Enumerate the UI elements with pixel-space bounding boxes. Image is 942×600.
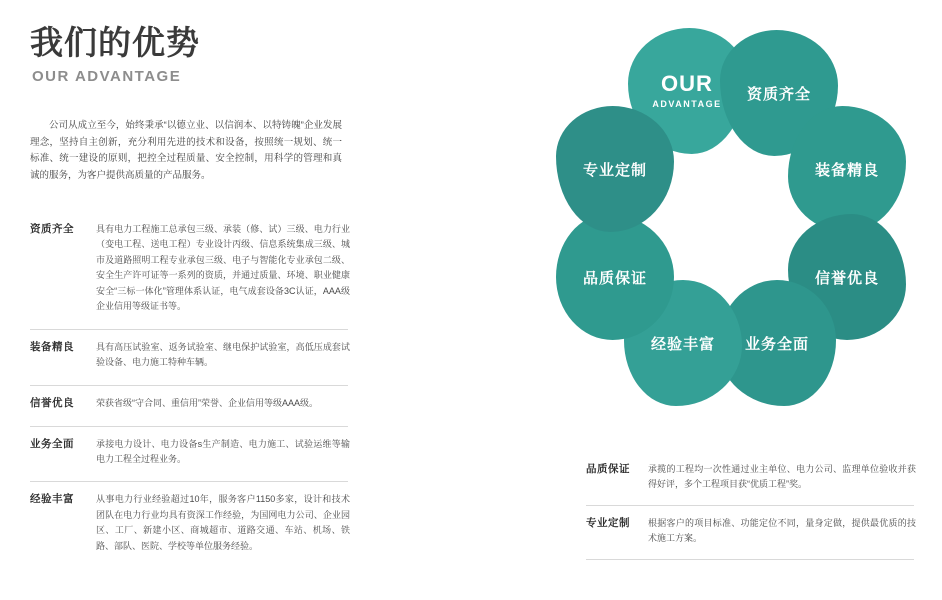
flower-petal-customization <box>556 106 674 232</box>
divider <box>30 481 348 482</box>
intro-paragraph: 公司从成立至今，始终秉承“以德立业、以信润本、以特铸魄”企业发展理念，坚持自主创新，充分利用先进的技术和设备，按照统一规划、统一标准、统一建设的原则，把控全过程质量、安全控制，用科学的管理和真诚的服务，为客户提供高质量的产品服务。 <box>30 120 342 181</box>
advantage-label: 品质保证 <box>586 463 630 475</box>
center-subtitle: ADVANTAGE <box>652 98 722 109</box>
advantage-text: 承揽的工程均一次性通过业主单位、电力公司、监理单位验收并获得好评，多个工程项目获“优质工程”奖。 <box>648 464 916 490</box>
divider <box>586 505 914 506</box>
flower-petal-quality <box>556 214 674 340</box>
list-item <box>30 396 350 412</box>
divider <box>30 385 348 386</box>
petal-label: 业务全面 <box>744 335 809 353</box>
advantage-label: 装备精良 <box>30 340 74 353</box>
advantage-text: 从事电力行业经验超过10年，服务客户1150多家，设计和技术团队在电力行业均具有资深工作经验，为国网电力公司、企业园区、工厂、新建小区、商城超市、道路交通、车站、机场、铁路、部队、医院、学校等单位服务经验。 <box>96 494 350 551</box>
advantage-text: 承接电力设计、电力设备s生产制造、电力施工、试验运维等输电力工程全过程业务。 <box>96 438 350 464</box>
title-english: OUR ADVANTAGE <box>32 67 182 85</box>
page-title <box>30 24 370 85</box>
petal-label: 经验丰富 <box>650 335 715 353</box>
title-chinese: 我们的优势 <box>30 24 200 61</box>
list-item <box>30 222 350 315</box>
list-item <box>586 516 916 547</box>
list-item <box>30 437 350 468</box>
advantage-text: 具有高压试验室、返务试验室、继电保护试验室，高低压成套试验设备、电力施工特种车辆。 <box>96 341 350 368</box>
advantage-label: 专业定制 <box>586 516 630 529</box>
petal-label: 资质齐全 <box>746 85 811 103</box>
advantage-list-right <box>586 462 916 570</box>
advantage-flower-diagram <box>530 8 930 398</box>
advantage-label: 信誉优良 <box>30 396 74 409</box>
list-item <box>586 462 916 493</box>
advantage-label: 资质齐全 <box>30 223 74 235</box>
petal-label: 专业定制 <box>582 161 647 179</box>
list-item <box>30 492 350 554</box>
advantage-text: 荣获省级“守合同、重信用”荣誉、企业信用等级AAA级。 <box>96 397 319 408</box>
divider <box>30 426 348 427</box>
advantage-list-left <box>30 222 350 554</box>
flower-petal-equipment <box>788 106 906 232</box>
petal-label: 品质保证 <box>582 269 647 287</box>
petal-label: 信誉优良 <box>814 269 879 287</box>
list-item <box>30 340 350 371</box>
advantage-label: 经验丰富 <box>30 493 74 506</box>
center-title: OUR <box>661 71 713 97</box>
petal-label: 装备精良 <box>814 161 879 179</box>
divider <box>30 329 348 330</box>
advantage-label: 业务全面 <box>30 437 74 450</box>
advantage-text: 根据客户的项目标准、功能定位不同，量身定做，提供最优质的技术施工方案。 <box>648 517 916 544</box>
divider <box>586 559 914 560</box>
advantage-text: 具有电力工程施工总承包三级、承装（修、试）三级、电力行业（变电工程、送电工程）专业设计丙级、信息系统集成三级、城市及道路照明工程专业承包三级、电子与智能化专业承包二级、安全生产许可证等一系列的资质，并通过质量、环境、职业健康安全“三标一体化”管理体系认证，电气成套设备3C认证，AAA级企业信用等级证书等。 <box>96 224 350 312</box>
left-column <box>0 0 400 600</box>
